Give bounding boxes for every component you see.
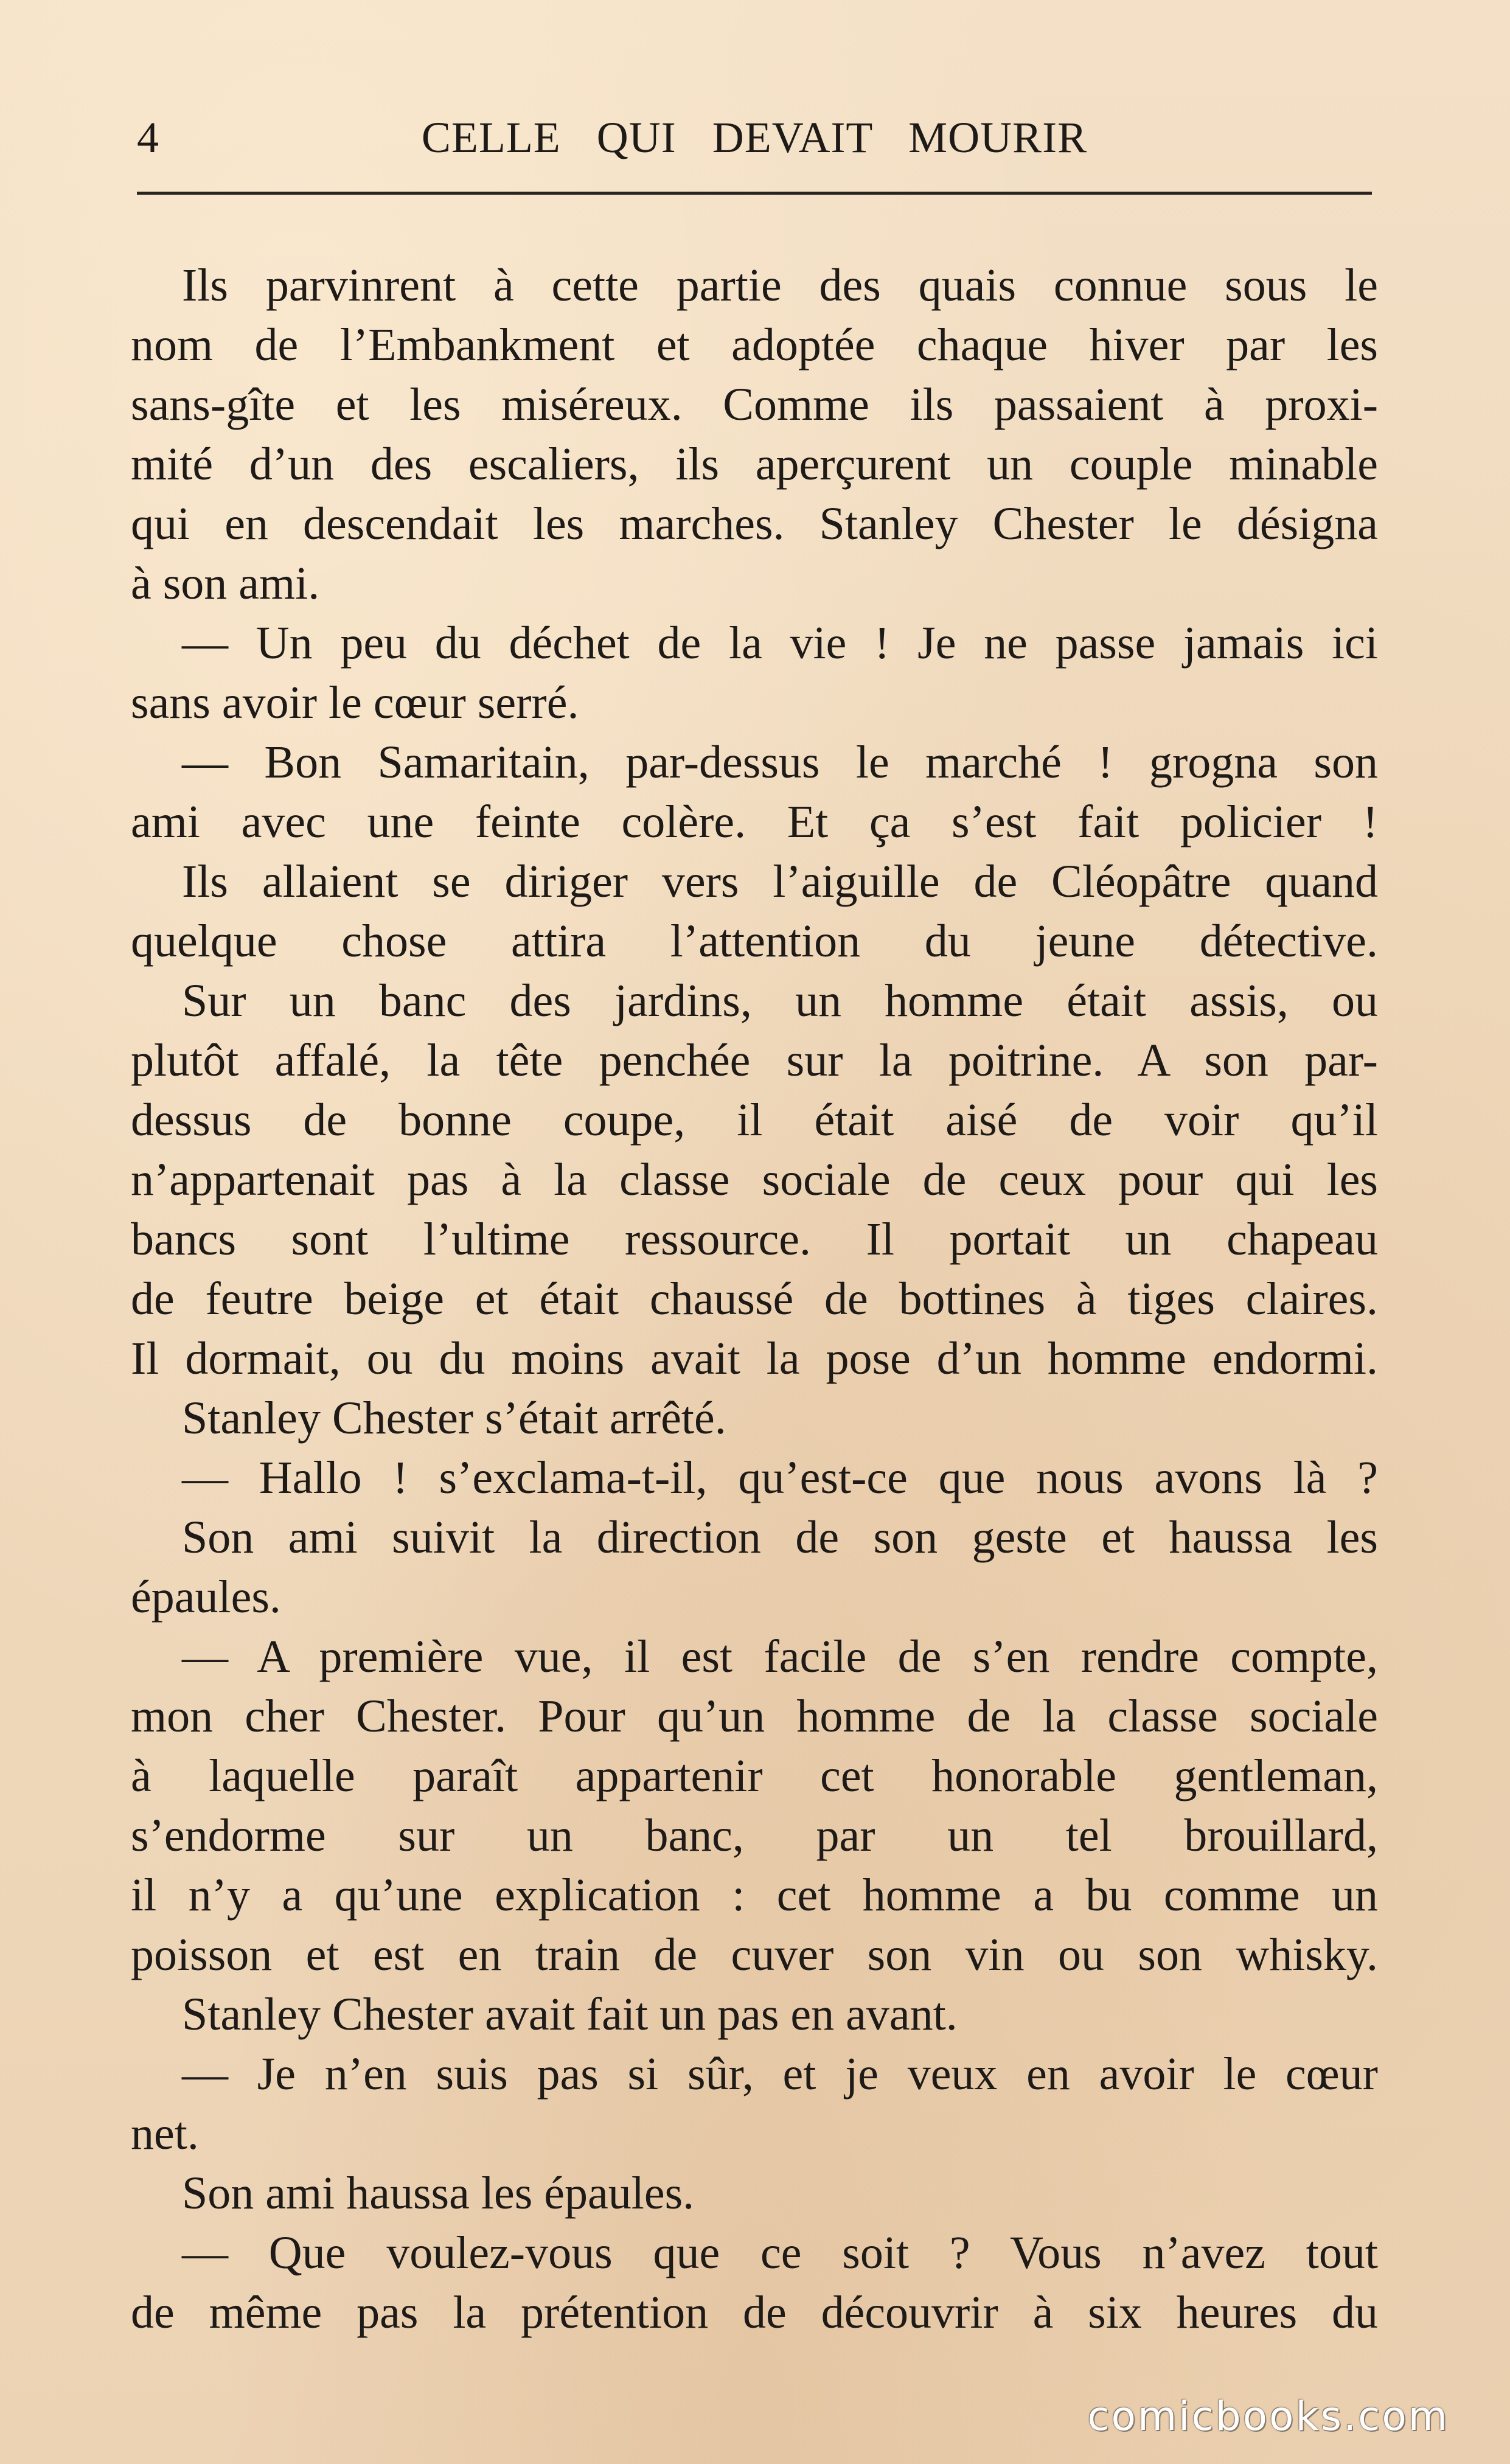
text-line: — Hallo ! s’exclama-t-il, qu’est-ce que nous avons là ?: [182, 1452, 1378, 1503]
text-line: — A première vue, il est facile de s’en rendre compte,: [182, 1631, 1378, 1682]
text-line: sans-gîte et les miséreux. Comme ils passaient à proxi-: [131, 379, 1378, 430]
header-rule: [137, 192, 1372, 195]
text-line: Son ami haussa les épaules.: [182, 2168, 695, 2219]
running-head: [137, 106, 1372, 173]
text-line: mité d’un des escaliers, ils aperçurent un couple minable: [131, 439, 1378, 490]
text-line: Ils parvinrent à cette partie des quais connue sous le: [182, 260, 1378, 311]
text-line: de feutre beige et était chaussé de bottines à tiges claires.: [131, 1273, 1378, 1324]
text-line: ami avec une feinte colère. Et ça s’est fait policier !: [131, 796, 1378, 847]
text-line: — Je n’en suis pas si sûr, et je veux en avoir le cœur: [182, 2048, 1378, 2100]
text-line: nom de l’Embankment et adoptée chaque hiver par les: [131, 319, 1378, 371]
text-line: Stanley Chester avait fait un pas en avant.: [182, 1989, 958, 2040]
text-line: quelque chose attira l’attention du jeune détective.: [131, 916, 1378, 967]
text-line: à laquelle paraît appartenir cet honorable gentleman,: [131, 1750, 1378, 1801]
text-line: il n’y a qu’une explication : cet homme a bu comme un: [131, 1870, 1378, 1921]
text-line: Ils allaient se diriger vers l’aiguille de Cléopâtre quand: [182, 856, 1378, 907]
text-line: n’appartenait pas à la classe sociale de ceux pour qui les: [131, 1154, 1378, 1205]
text-line: Il dormait, ou du moins avait la pose d’un homme endormi.: [131, 1333, 1378, 1384]
text-line: de même pas la prétention de découvrir à six heures du: [131, 2287, 1378, 2338]
text-line: Stanley Chester s’était arrêté.: [182, 1393, 726, 1444]
text-line: bancs sont l’ultime ressource. Il portait un chapeau: [131, 1214, 1378, 1265]
text-line: à son ami.: [131, 558, 320, 609]
text-line: qui en descendait les marches. Stanley Chester le désigna: [131, 498, 1378, 549]
body-text: [131, 256, 1378, 2342]
text-line: — Un peu du déchet de la vie ! Je ne passe jamais ici: [182, 618, 1378, 669]
text-line: poisson et est en train de cuver son vin ou son whisky.: [131, 1929, 1378, 1980]
text-line: net.: [131, 2108, 199, 2159]
page-number: 4: [137, 113, 159, 162]
text-line: Sur un banc des jardins, un homme était assis, ou: [182, 975, 1378, 1026]
text-line: mon cher Chester. Pour qu’un homme de la classe sociale: [131, 1691, 1378, 1742]
book-title: CELLE QUI DEVAIT MOURIR: [421, 113, 1088, 162]
text-line: s’endorme sur un banc, par un tel brouillard,: [131, 1810, 1378, 1861]
text-line: — Bon Samaritain, par-dessus le marché ! grogna son: [182, 737, 1378, 788]
text-line: sans avoir le cœur serré.: [131, 677, 579, 728]
watermark: comicbooks.com: [1087, 2393, 1449, 2440]
text-line: — Que voulez-vous que ce soit ? Vous n’avez tout: [182, 2227, 1378, 2278]
text-line: épaules.: [131, 1571, 281, 1623]
text-line: plutôt affalé, la tête penchée sur la poitrine. A son par-: [131, 1035, 1378, 1086]
text-line: Son ami suivit la direction de son geste et haussa les: [182, 1512, 1378, 1563]
text-line: dessus de bonne coupe, il était aisé de voir qu’il: [131, 1095, 1378, 1146]
